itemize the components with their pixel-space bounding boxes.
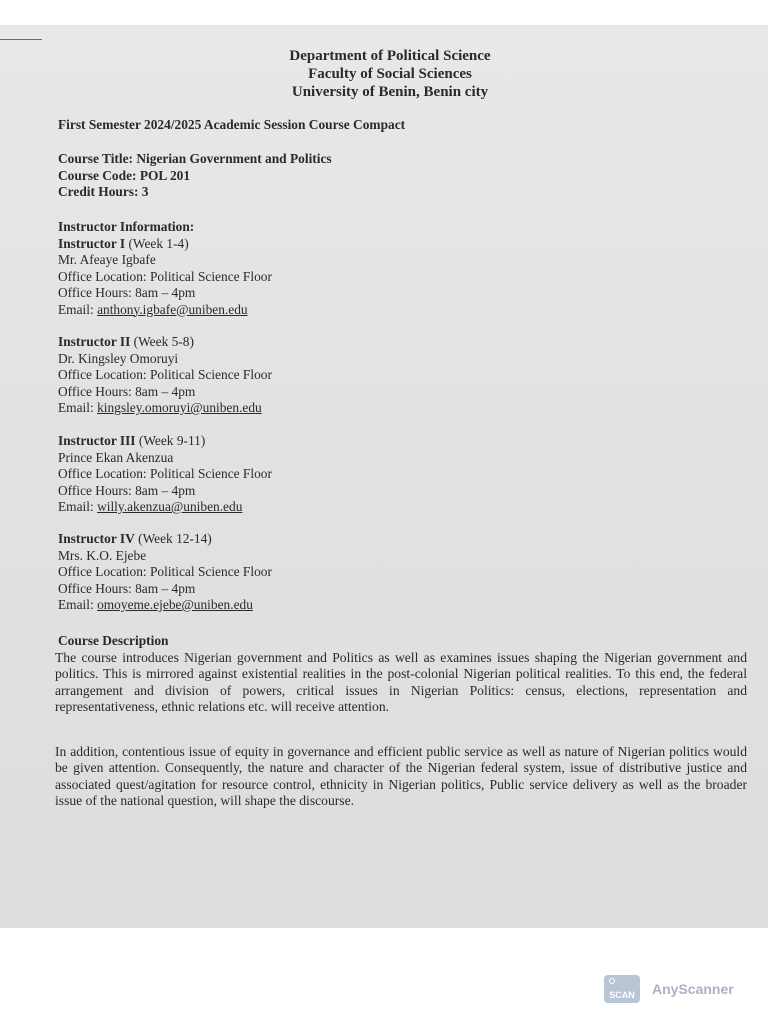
fold-line	[0, 39, 42, 40]
office-hours: Office Hours: 8am – 4pm	[58, 482, 196, 498]
office-hours: Office Hours: 8am – 4pm	[58, 383, 196, 399]
instructor-4	[58, 531, 272, 614]
instructor-label: Instructor I	[58, 235, 126, 251]
course-description-paragraph-1: The course introduces Nigerian government and Politics as well as examines issues shaping the Nigerian government and politics. This is mirrored against existential realities in the post-colonial Nigerian political realities. To this end, the federal arrangement and division of powers, critical issues in Nigerian Politics: census, elections, representation and representativeness, ethnic relations etc. will receive attention.	[55, 650, 747, 715]
header-university: University of Benin, Benin city	[291, 84, 489, 100]
anyscanner-logo-icon	[604, 975, 640, 1003]
document-header	[0, 47, 768, 101]
course-code: Course Code: POL 201	[58, 167, 191, 183]
instructor-name: Dr. Kingsley Omoruyi	[58, 350, 179, 366]
instructor-email-link[interactable]: anthony.igbafe@uniben.edu	[97, 301, 248, 317]
instructor-weeks: (Week 12-14)	[138, 531, 212, 546]
instructor-label: Instructor II	[58, 334, 131, 349]
course-title: Course Title: Nigerian Government and Politics	[58, 151, 332, 166]
scanned-document-page	[0, 25, 768, 928]
office-hours: Office Hours: 8am – 4pm	[58, 285, 196, 300]
header-department: Department of Political Science	[289, 48, 491, 64]
instructor-3	[58, 433, 272, 516]
instructor-email-link[interactable]: kingsley.omoruyi@uniben.edu	[97, 400, 262, 415]
description-heading	[58, 633, 168, 650]
instructor-weeks: (Week 1-4)	[128, 235, 189, 251]
office-location: Office Location: Political Science Floor	[58, 367, 272, 382]
email-label: Email:	[58, 301, 94, 317]
instructor-name: Mrs. K.O. Ejebe	[58, 547, 147, 563]
office-location: Office Location: Political Science Floor	[58, 564, 272, 579]
scanner-watermark	[604, 975, 734, 1003]
office-hours: Office Hours: 8am – 4pm	[58, 580, 196, 596]
instructor-email-link[interactable]: willy.akenzua@uniben.edu	[97, 499, 243, 514]
email-label: Email:	[58, 400, 94, 415]
header-faculty: Faculty of Social Sciences	[308, 66, 472, 82]
brand-name: AnyScanner	[652, 981, 734, 997]
email-label: Email:	[58, 597, 94, 612]
instructor-1	[58, 219, 272, 318]
instructor-weeks: (Week 9-11)	[138, 433, 206, 448]
instructor-2	[58, 334, 272, 417]
course-info	[58, 151, 332, 201]
instructor-email-link[interactable]: omoyeme.ejebe@uniben.edu	[97, 597, 253, 612]
semester-title: First Semester 2024/2025 Academic Session Course Compact	[58, 117, 406, 132]
instructor-label: Instructor IV	[58, 531, 135, 546]
instructor-weeks: (Week 5-8)	[133, 334, 194, 349]
semester-line	[58, 117, 405, 134]
logo-text: SCAN	[609, 990, 635, 1000]
office-location: Office Location: Political Science Floor	[58, 268, 272, 284]
course-description-paragraph-2: In addition, contentious issue of equity in governance and efficient public service as well as nature of Nigerian politics would be given attention. Consequently, the nature and character of the Nigerian federal system, issue of distributive justice and associated quest/agitation for resource control, ethnicity in Nigerian politics, Public service delivery as well as the broader issue of the national question, will shape the discourse.	[55, 744, 747, 809]
credit-hours: Credit Hours: 3	[58, 184, 149, 199]
course-description-title: Course Description	[58, 633, 169, 648]
instructor-name: Prince Ekan Akenzua	[58, 449, 174, 465]
email-label: Email:	[58, 499, 94, 514]
instructor-label: Instructor III	[58, 433, 136, 448]
instructor-info-title: Instructor Information:	[58, 219, 195, 234]
instructor-name: Mr. Afeaye Igbafe	[58, 252, 156, 267]
office-location: Office Location: Political Science Floor	[58, 466, 272, 481]
